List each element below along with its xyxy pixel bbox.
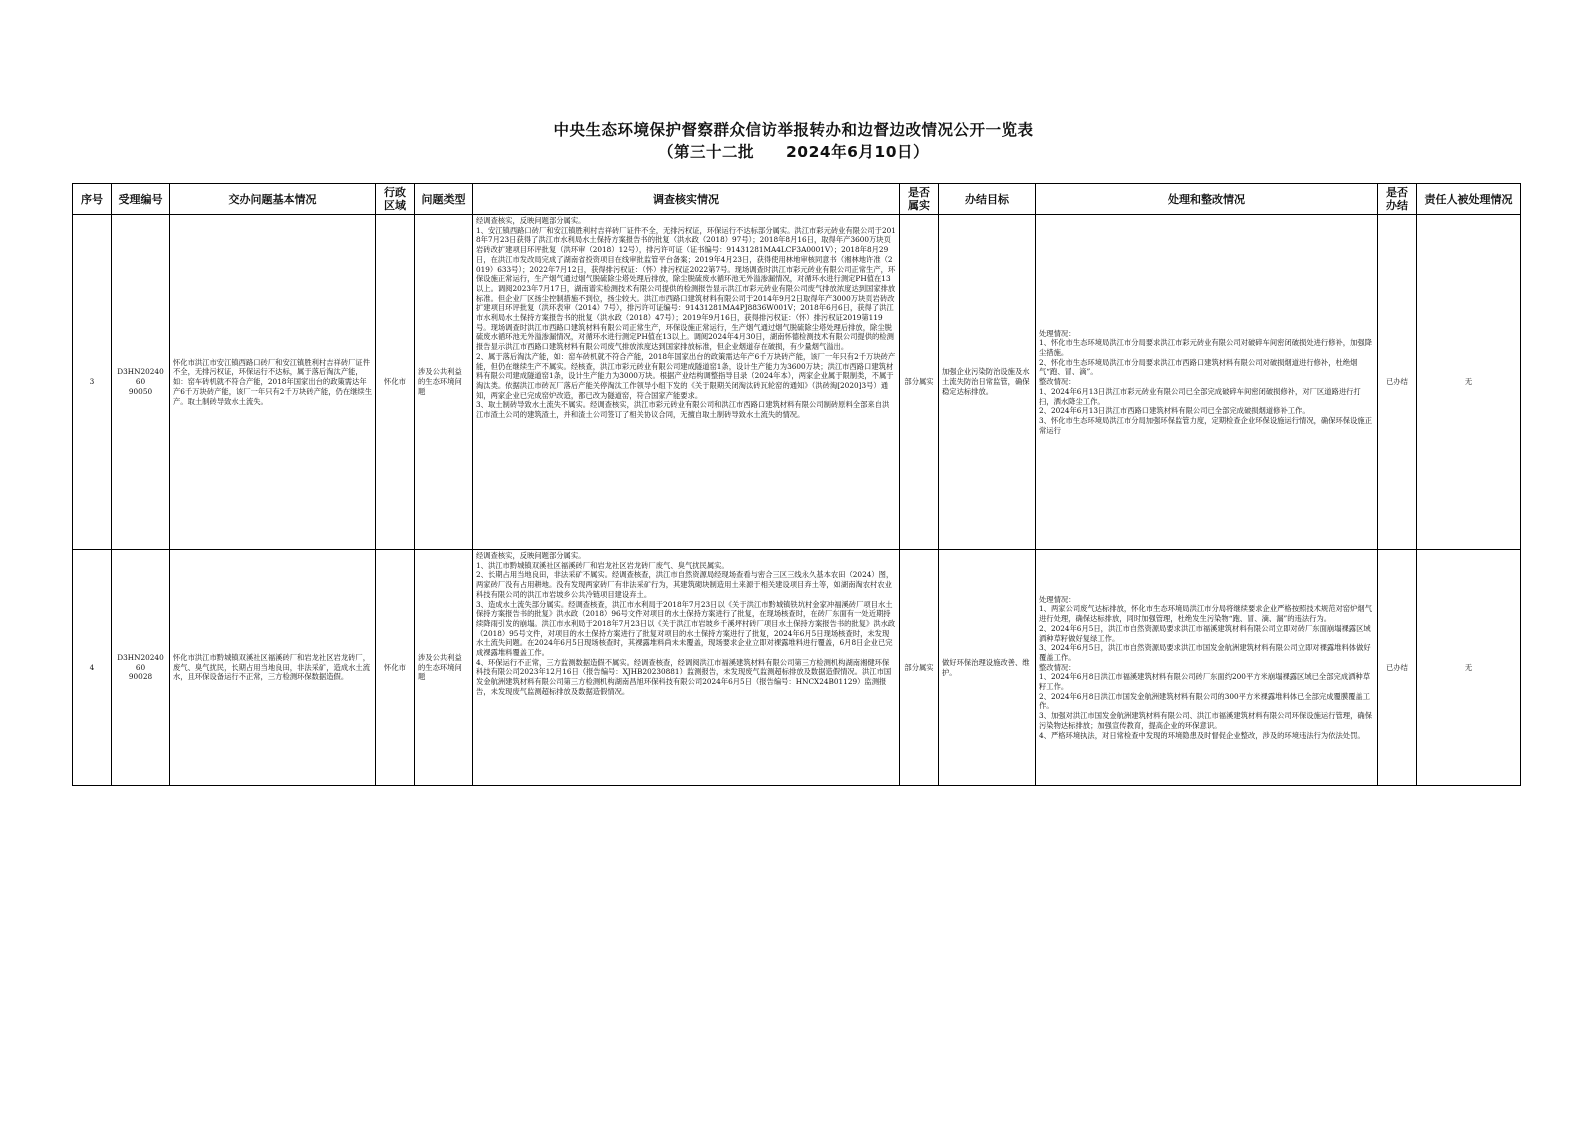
cell-basic: 怀化市洪江市安江镇西路口砖厂和安江镇胜利村吉祥砖厂证件不全，无排污权证，环保运行不达标，属于落后淘汰产能，如：窑车砖机就不符合产能，2018年国家出台的政策需达年产6千万块砖产能，该厂一年只有2千万块砖产能，仍在继续生产。取土制砖导致水土流失。 xyxy=(170,215,376,550)
header-cell: 受理编号 xyxy=(112,184,170,215)
header-cell: 序号 xyxy=(73,184,112,215)
cell-type: 涉及公共利益的生态环境问题 xyxy=(415,550,473,786)
header-cell: 问题类型 xyxy=(415,184,473,215)
cell-closed: 已办结 xyxy=(1378,550,1417,786)
header-cell: 处理和整改情况 xyxy=(1036,184,1378,215)
table-row xyxy=(73,215,1521,550)
cell-basic: 怀化市洪江市黔城镇双溪社区福溪砖厂和岩龙社区岩龙砖厂，废气、臭气扰民，长期占用当地良田，非法采矿，造成水土流水，且环保设备运行不正常，三方检测环保数据造假。 xyxy=(170,550,376,786)
cell-no: 3 xyxy=(73,215,112,550)
header-cell: 责任人被处理情况 xyxy=(1417,184,1521,215)
cell-responsible: 无 xyxy=(1417,215,1521,550)
cell-no: 4 xyxy=(73,550,112,786)
cell-type: 涉及公共利益的生态环境问题 xyxy=(415,215,473,550)
cell-closed: 已办结 xyxy=(1378,215,1417,550)
cell-investigation: 经调查核实，反映问题部分属实。 1、洪江市黔城镇双溪社区福溪砖厂和岩龙社区岩龙砖厂废气、臭气扰民属实。 2、长期占用当地良田，非法采矿不属实。经调查核查，洪江市自然资源局经现场查看与密合三区三线永久基本农田（2024）图，两家砖厂没有占用耕地。没有发现两家砖厂有非法采矿行为，其建筑砌块制造用土来源于相关建设项目弃土等，如湖南淘农村农业科技有限公司的洪江市岩坡乡公共冷链项目建设弃土。 3、造成水土流失部分属实。经调查核查，洪江市水利局于2018年7月23日以《关于洪江市黔城镇铁坑村金家冲福溪砖厂项目水土保持方案报告书的批复》洪水政（2018）96号文件对项目的水土保持方案进行了批复，在现场核查时，在砖厂东面有一处近期持续降雨引发的崩塌。洪江市水利局于2018年7月23日以《关于洪江市岩坡乡千溪坪村砖厂项目水土保持方案报告书的批复》洪水政（2018）95号文件，对项目的水土保持方案进行了批复对项目的水土保持方案进行了批复，2024年6月5日现场核查时，未发现水土流失问题。在2024年6月5日现场核查时，其裸露堆料尚未未覆盖，现场要求企业立即对裸露堆料进行覆盖，6月8日企业已完成裸露堆料覆盖工作。 4、环保运行不正常，三方监测数据造假不属实。经调查核查，经调阅洪江市福溪建筑材料有限公司第三方检测机构湖南湘健环保科技有限公司2023年12月16日（报告编号：XJHB20230881）监测报告，未发现废气监测超标排放及数据造假情况。洪江市国发金航洲建筑材料有限公司第三方检测机构湖南昌旭环保科技有限公司2024年6月5日（报告编号：HNCX24B01129）监测报告，未发现废气监测超标排放及数据造假情况。 xyxy=(473,550,900,786)
page-title: 中央生态环境保护督察群众信访举报转办和边督边改情况公开一览表 xyxy=(553,121,1034,139)
cell-investigation: 经调查核实，反映问题部分属实。 1、安江镇西路口砖厂和安江镇胜利村吉祥砖厂证件不全，无排污权证，环保运行不达标部分属实。洪江市彩元砖业有限公司于2018年7月23日获得了洪江市水利局水土保持方案报告书的批复（洪水政（2018）97号）；2018年8月16日，取得年产3600万块页岩砖改扩建项目环评批复（洪环审（2018）12号），排污许可证（证书编号：91431281MA4LCF3A0001V）；2018年8月29日，在洪江市发改局完成了湖南省投资项目在线审批监管平台备案；2019年4月23日，获得使用林地审核同意书（湘林地许准（2019）633号）；2022年7月12日，获得排污权证：（怀）排污权证2022第7号。现场调查时洪江市彩元砖业有限公司正常生产，环保设施正常运行，生产烟气通过烟气脱硫除尘塔处理后排放，除尘脱硫废水循环池无外溢渗漏情况，对循环水进行测定PH值在13以上。调阅2023年7月17日，湖南谱实检测技术有限公司提供的检测报告显示洪江市彩元砖业有限公司废气排放浓度达到国家排放标准。但企业厂区扬尘控制措施不到位，扬尘较大。洪江市西路口建筑材料有限公司于2014年9月2日取得年产3000万块页岩砖改扩建项目环评批复（洪环表审（2014）7号），排污许可证编号：91431281MA4PJ8836W001V；2018年6月6日，获得了洪江市水利局水土保持方案报告书的批复（洪水政（2018）47号）；2019年9月16日，获得排污权证：（怀）排污权证2019第119号。现场调查时洪江市西路口建筑材料有限公司正常生产，环保设施正常运行，生产烟气通过烟气脱硫除尘塔处理后排放，除尘脱硫废水循环池无外溢渗漏情况，对循环水进行测定PH值在13以上。调阅2024年4月30日，湖南怀德检测技术有限公司提供的检测报告显示洪江市西路口建筑材料有限公司废气排放浓度达到国家排放标准，但企业烟道存在破损，有少量烟气溢出。 2、属于落后淘汰产能，如：窑车砖机就不符合产能，2018年国家出台的政策需达年产6千万块砖产能，该厂一年只有2千万块砖产能，但仍在继续生产不属实。经核查，洪江市彩元砖业有限公司建成隧道窑1条，设计生产能力为3600万块；洪江市西路口建筑材料有限公司建成隧道窑1条，设计生产能力为3000万块。根据产业结构调整指导目录（2024年本），两家企业属于限制类，不属于淘汰类。依据洪江市砖瓦厂落后产能关停淘汰工作领导小组下发的《关于限期关闭淘汰砖瓦轮窑的通知》（洪砖淘[2020]3号）通知，两家企业已完成窑炉改造，都已改为隧道窑，符合国家产能要求。 3、取土制砖导致水土流失不属实。经调查核实，洪江市彩元砖业有限公司和洪江市西路口建筑材料有限公司制砖原料全部来自洪江市渣土公司的建筑渣土，并和渣土公司签订了相关协议合同，无擅自取土制砖导致水土流失的情况。 xyxy=(473,215,900,550)
header-cell: 是否办结 xyxy=(1378,184,1417,215)
cell-rectification: 处理情况： 1、怀化市生态环境局洪江市分局要求洪江市彩元砖业有限公司对破碎车间密闭破损处进行修补，加强降尘措施。 2、怀化市生态环境局洪江市分局要求洪江市西路口建筑材料有限公司对破损烟道进行修补，杜绝烟气“跑、冒、滴”。 整改情况： 1、2024年6月13日洪江市彩元砖业有限公司已全部完成破碎车间密闭破损修补，对厂区道路进行打扫，洒水降尘工作。 2、2024年6月13日洪江市西路口建筑材料有限公司已全部完成破损烟道修补工作。 3、怀化市生态环境局洪江市分局加强环保监管力度，定期检查企业环保设施运行情况，确保环保设施正常运行 xyxy=(1036,215,1378,550)
cell-region: 怀化市 xyxy=(376,215,415,550)
cell-id: D3HN2024060 90028 xyxy=(112,550,170,786)
cell-verified: 部分属实 xyxy=(900,215,939,550)
page-subtitle: （第三十二批 2024年6月10日） xyxy=(658,143,929,161)
cell-responsible: 无 xyxy=(1417,550,1521,786)
header-cell: 办结目标 xyxy=(939,184,1036,215)
cell-region: 怀化市 xyxy=(376,550,415,786)
disclosure-table xyxy=(72,183,1521,786)
table-header xyxy=(73,184,1521,215)
header-cell: 交办问题基本情况 xyxy=(170,184,376,215)
table-row xyxy=(73,550,1521,786)
cell-verified: 部分属实 xyxy=(900,550,939,786)
cell-goal: 加强企业污染防治设施及水土流失防治日常监管，确保稳定达标排放。 xyxy=(939,215,1036,550)
cell-goal: 做好环保治理设施改善、维护。 xyxy=(939,550,1036,786)
header-cell: 行政区域 xyxy=(376,184,415,215)
cell-rectification: 处理情况： 1、两家公司废气达标排放，怀化市生态环境局洪江市分局将继续要求企业严格按照技术规范对窑炉烟气进行处理，确保达标排放，同时加强管理，杜绝发生污染物“跑、冒、滴、漏”的违法行为。 2、2024年6月5日，洪江市自然资源局要求洪江市福溪建筑材料有限公司立即对砖厂东面崩塌裸露区域洒种草籽做好复绿工作。 3、2024年6月5日，洪江市自然资源局要求洪江市国发金航洲建筑材料有限公司立即对裸露堆料体做好覆盖工作。 整改情况： 1、2024年6月8日洪江市福溪建筑材料有限公司砖厂东面约200平方米崩塌裸露区域已全部完成洒种草籽工作。 2、2024年6月8日洪江市国发金航洲建筑材料有限公司的300平方米裸露堆料体已全部完成覆膜覆盖工作。 3、加强对洪江市国发金航洲建筑材料有限公司、洪江市福溪建筑材料有限公司环保设施运行管理，确保污染物达标排放；加强宣传教育，提高企业的环保意识。 4、严格环境执法，对日常检查中发现的环境隐患及时督促企业整改，涉及的环境违法行为依法处罚。 xyxy=(1036,550,1378,786)
cell-id: D3HN2024060 90050 xyxy=(112,215,170,550)
header-cell: 是否属实 xyxy=(900,184,939,215)
header-cell: 调查核实情况 xyxy=(473,184,900,215)
